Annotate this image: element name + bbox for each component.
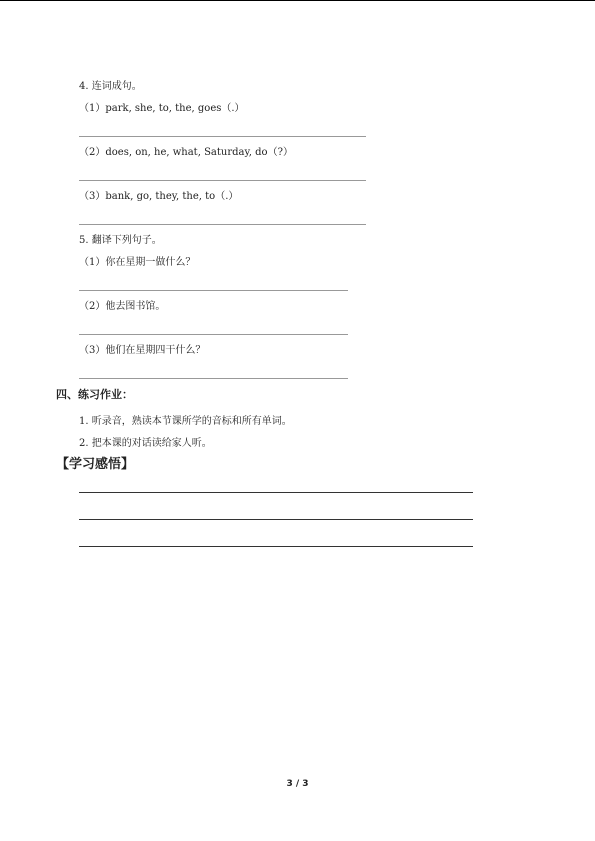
page-top-border — [0, 0, 595, 1]
section-5-item-2: （2）他去图书馆。 — [79, 301, 166, 312]
section-4-item-3: （3）bank, go, they, the, to（.） — [79, 191, 239, 202]
section-4-item-1: （1）park, she, to, the, goes（.） — [79, 103, 245, 114]
section-4-item-2: （2）does, on, he, what, Saturday, do（?） — [79, 147, 293, 158]
reflection-line-2[interactable] — [79, 519, 473, 520]
reflection-line-1[interactable] — [79, 492, 473, 493]
practice-item-1: 1. 听录音，熟读本节课所学的音标和所有单词。 — [79, 416, 292, 427]
practice-heading: 四、练习作业： — [56, 388, 133, 401]
practice-item-2: 2. 把本课的对话读给家人听。 — [79, 438, 212, 449]
answer-line-4-2[interactable] — [79, 180, 366, 181]
reflection-line-3[interactable] — [79, 546, 473, 547]
section-4-title: 4. 连词成句。 — [79, 81, 142, 92]
answer-line-5-2[interactable] — [79, 334, 348, 335]
answer-line-4-1[interactable] — [79, 136, 366, 137]
page-number: 3 / 3 — [286, 779, 309, 789]
section-5-item-3: （3）他们在星期四干什么？ — [79, 345, 206, 356]
answer-line-5-1[interactable] — [79, 290, 348, 291]
answer-line-5-3[interactable] — [79, 378, 348, 379]
section-5-title: 5. 翻译下列句子。 — [79, 235, 162, 246]
reflection-heading: 【学习感悟】 — [56, 457, 135, 472]
answer-line-4-3[interactable] — [79, 224, 366, 225]
section-5-item-1: （1）你在星期一做什么？ — [79, 257, 196, 268]
